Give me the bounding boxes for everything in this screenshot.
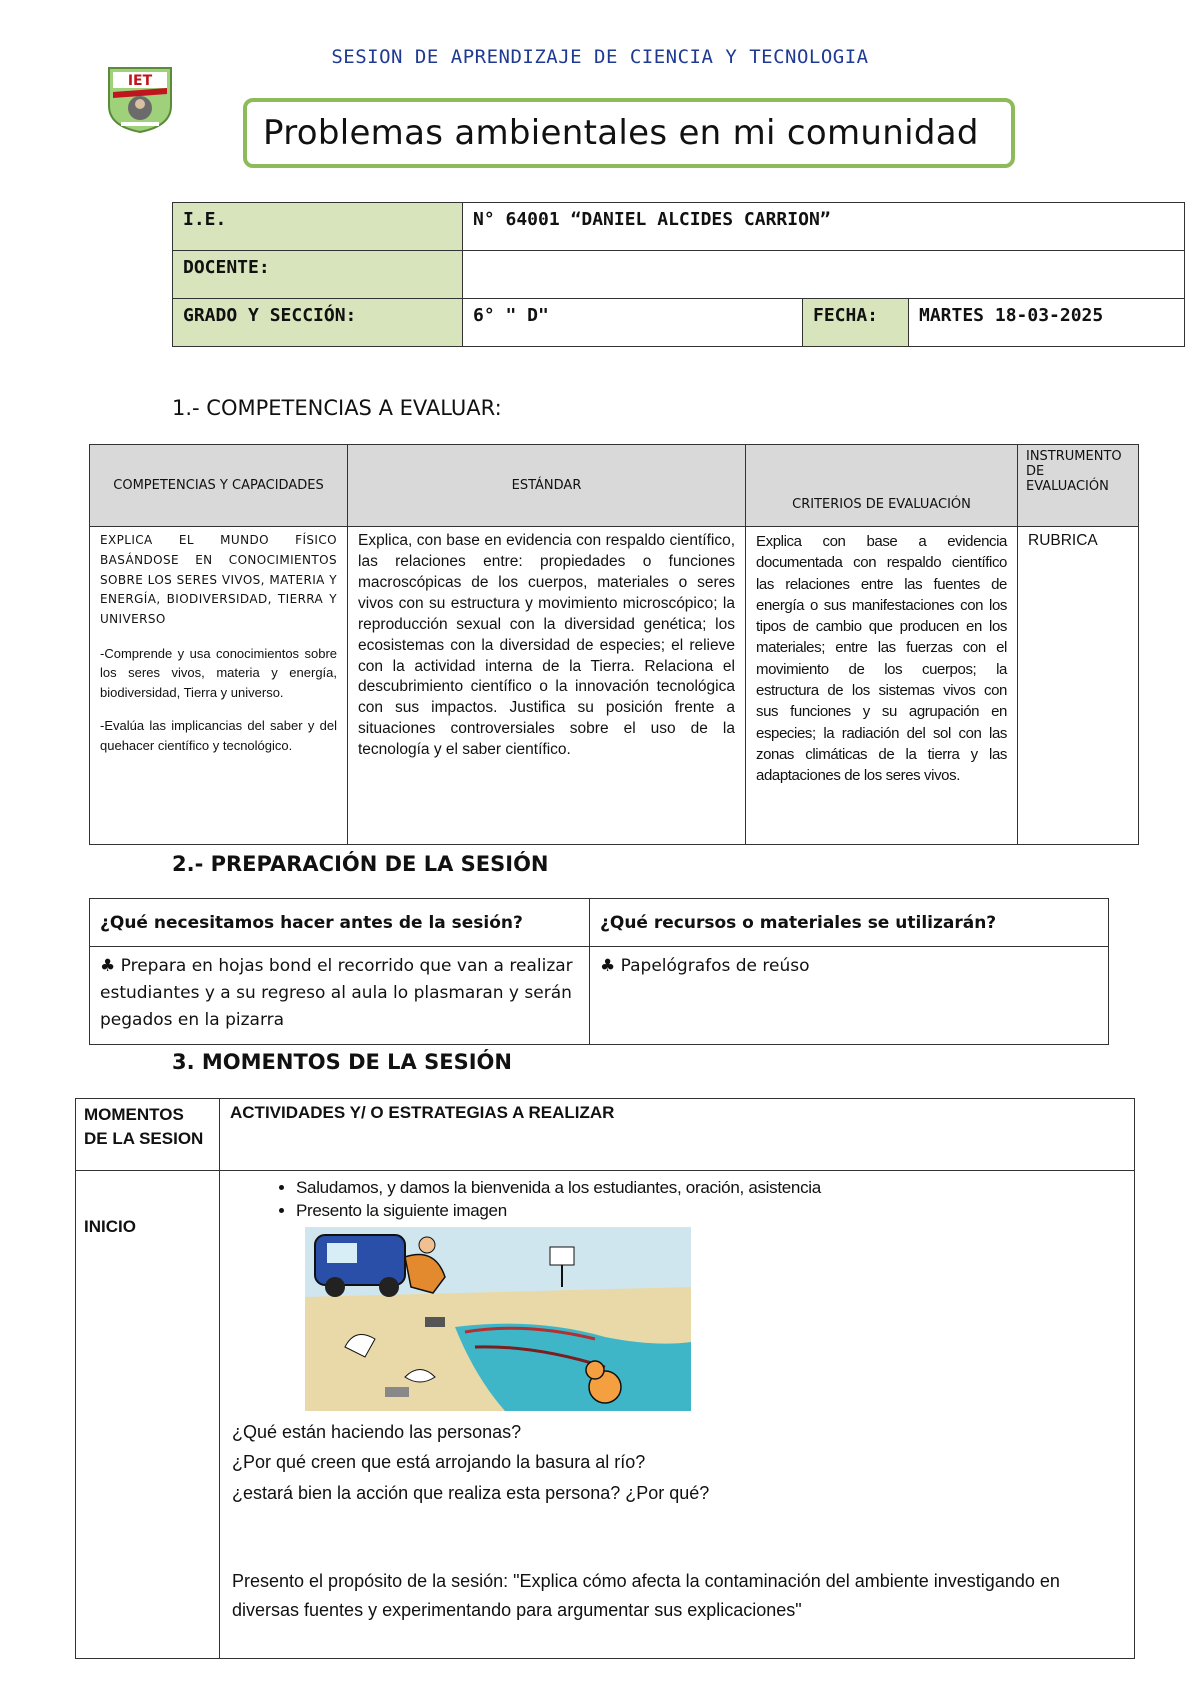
estandar-text: Explica, con base en evidencia con respaldo científico, las relaciones entre: propiedades o funciones macroscópicas de los cuerpos, materiales o seres vivos con su estructura y movimiento microscópico; la reproducción sexual con la diversidad genética; los ecosistemas con la diversidad de especies; el relieve con la actividad interna de la Tierra. Relaciona el descubrimiento científico o la innovación tecnológica con sus impactos. Justifica su posición frente a situaciones controversiales sobre el uso de la tecnología y el saber científico. [348,527,746,845]
ie-label: I.E. [173,203,463,251]
info-table [172,202,1185,347]
comp-header-instrumento: INSTRUMENTO DE EVALUACIÓN [1018,445,1139,527]
question-3: ¿estará bien la acción que realiza esta persona? ¿Por qué? [232,1483,710,1504]
criterios-text: Explica con base a evidencia documentada con respaldo científico las relaciones entre las fuentes de energía o sus manifestaciones con los tipos de cambio que producen en los materiales; entre las fuerzas con el movimiento de los cuerpos; la estructura de los sistemas vivos con sus funciones y su agrupación en especies; la radiación del sol con las zonas climáticas de la tierra y las adaptaciones de los seres vivos. [746,527,1018,845]
fecha-label: FECHA: [803,299,909,347]
docente-value [463,251,1185,299]
pollution-illustration [305,1227,691,1411]
question-2: ¿Por qué creen que está arrojando la basura al río? [232,1452,646,1473]
document-header: SESION DE APRENDIZAJE DE CIENCIA Y TECNOLOGIA [331,46,869,68]
preparacion-table [89,898,1109,1045]
session-title-box [243,98,1015,168]
prep-header-before: ¿Qué necesitamos hacer antes de la sesión? [90,899,590,947]
comp-header-estandar: ESTÁNDAR [348,445,746,527]
svg-text:IET: IET [127,73,153,89]
competencias-table [89,444,1139,845]
mom-header-actividades: ACTIVIDADES Y/ O ESTRATEGIAS A REALIZAR [220,1099,1135,1171]
grado-value: 6° " D" [463,299,803,347]
section1-heading: 1.- COMPETENCIAS A EVALUAR: [172,396,502,420]
grado-label: GRADO Y SECCIÓN: [173,299,463,347]
session-purpose: Presento el propósito de la sesión: "Explica cómo afecta la contaminación del ambiente investigando en diversas fuentes y experimentando para argumentar sus explicaciones" [232,1570,1060,1621]
capacidad-1: -Comprende y usa conocimientos sobre los seres vivos, materia y energía, biodiversidad, Tierra y universo. [100,645,337,700]
competencia-cell [90,527,348,845]
section2-heading: 2.- PREPARACIÓN DE LA SESIÓN [172,852,549,876]
prep-before-text: ♣ Prepara en hojas bond el recorrido que van a realizar estudiantes y a su regreso al aula lo plasmaran y serán pegados en la pizarra [90,947,590,1045]
fecha-value: MARTES 18-03-2025 [909,299,1185,347]
section3-heading: 3. MOMENTOS DE LA SESIÓN [172,1050,512,1074]
mom-header-momentos: MOMENTOS DE LA SESION [76,1099,220,1171]
competencia-text: EXPLICA EL MUNDO FÍSICO BASÁNDOSE EN CONOCIMIENTOS SOBRE LOS SERES VIVOS, MATERIA Y ENERGÍA, BIODIVERSIDAD, TIERRA Y UNIVERSO [100,533,337,627]
inicio-label: INICIO [76,1171,220,1659]
prep-header-resources: ¿Qué recursos o materiales se utilizarán? [590,899,1109,947]
school-logo [103,62,177,134]
instrumento-text: RUBRICA [1018,527,1139,845]
ie-value: N° 64001 “DANIEL ALCIDES CARRION” [463,203,1185,251]
inicio-activities [220,1171,1135,1659]
comp-header-competencias: COMPETENCIAS Y CAPACIDADES [90,445,348,527]
session-title: Problemas ambientales en mi comunidad [263,113,979,153]
activity-item: • Saludamos, y damos la bienvenida a los estudiantes, oración, asistencia [296,1177,1122,1200]
activity-item: • Presento la siguiente imagen [296,1200,1122,1223]
comp-header-criterios: CRITERIOS DE EVALUACIÓN [746,445,1018,527]
activity-list [232,1177,1122,1223]
question-1: ¿Qué están haciendo las personas? [232,1421,522,1442]
capacidad-2: -Evalúa las implicancias del saber y del quehacer científico y tecnológico. [100,718,337,753]
prep-resources-text: ♣ Papelógrafos de reúso [590,947,1109,1045]
momentos-table [75,1098,1135,1659]
docente-label: DOCENTE: [173,251,463,299]
